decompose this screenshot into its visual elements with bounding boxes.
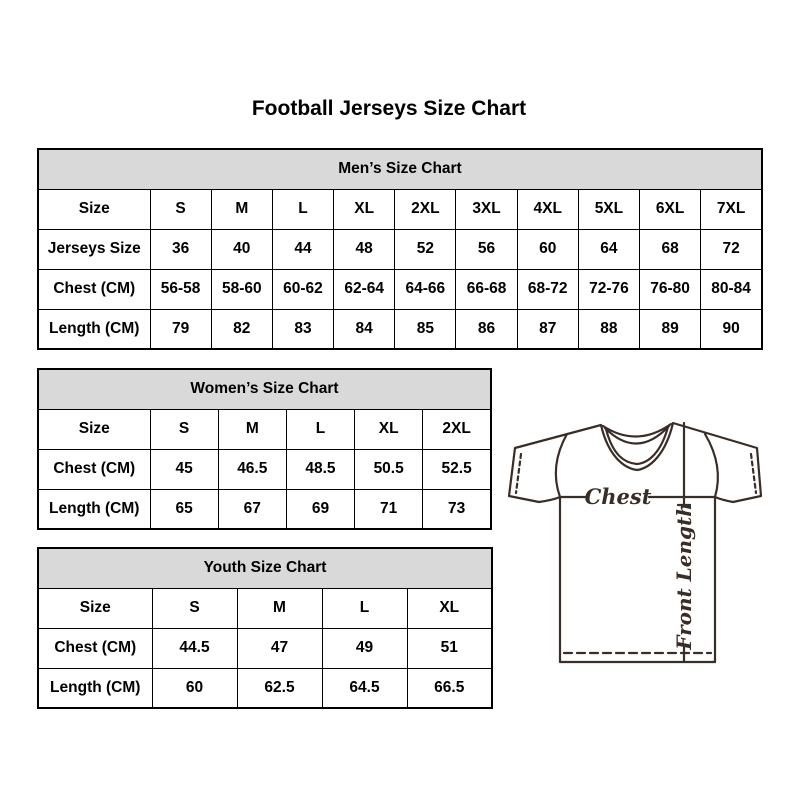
table-cell: 83 bbox=[272, 309, 333, 349]
row-label: Size bbox=[38, 409, 150, 449]
table-row bbox=[38, 628, 492, 668]
table-cell: 47 bbox=[237, 628, 322, 668]
youth-size-table bbox=[37, 547, 493, 709]
table-cell: L bbox=[272, 189, 333, 229]
table-cell: 60 bbox=[517, 229, 578, 269]
table-cell: XL bbox=[355, 409, 423, 449]
table-cell: 67 bbox=[218, 489, 286, 529]
table-cell: 73 bbox=[423, 489, 491, 529]
table-cell: 68 bbox=[640, 229, 701, 269]
table-cell: 65 bbox=[150, 489, 218, 529]
table-cell: 50.5 bbox=[355, 449, 423, 489]
table-cell: 84 bbox=[334, 309, 395, 349]
table-cell: 46.5 bbox=[218, 449, 286, 489]
table-cell: S bbox=[150, 409, 218, 449]
table-row bbox=[38, 189, 762, 229]
chest-label: Chest bbox=[584, 484, 652, 509]
table-cell: XL bbox=[334, 189, 395, 229]
table-cell: 86 bbox=[456, 309, 517, 349]
table-cell: 5XL bbox=[578, 189, 639, 229]
table-cell: 2XL bbox=[395, 189, 456, 229]
table-cell: 49 bbox=[322, 628, 407, 668]
table-cell: 71 bbox=[355, 489, 423, 529]
table-cell: 64-66 bbox=[395, 269, 456, 309]
table-cell: 44 bbox=[272, 229, 333, 269]
collar-back-arc-2 bbox=[605, 426, 669, 444]
mens-table-title: Men’s Size Chart bbox=[38, 149, 762, 189]
table-cell: 68-72 bbox=[517, 269, 578, 309]
front-length-label: Front Length bbox=[672, 502, 696, 650]
table-row bbox=[38, 229, 762, 269]
table-cell: 66-68 bbox=[456, 269, 517, 309]
table-cell: S bbox=[152, 588, 237, 628]
table-cell: 62.5 bbox=[237, 668, 322, 708]
table-cell: 48 bbox=[334, 229, 395, 269]
mens-size-table bbox=[37, 148, 763, 350]
table-cell: 60 bbox=[152, 668, 237, 708]
page-title: Football Jerseys Size Chart bbox=[251, 97, 527, 120]
sleeve-seam-left bbox=[556, 434, 567, 497]
table-cell: 48.5 bbox=[286, 449, 354, 489]
table-cell: 56 bbox=[456, 229, 517, 269]
table-cell: 72 bbox=[701, 229, 762, 269]
table-cell: 85 bbox=[395, 309, 456, 349]
womens-table-title: Women’s Size Chart bbox=[38, 369, 491, 409]
jersey-diagram bbox=[503, 406, 769, 668]
table-row bbox=[38, 668, 492, 708]
table-cell: 64 bbox=[578, 229, 639, 269]
womens-size-table bbox=[37, 368, 492, 530]
table-row bbox=[38, 269, 762, 309]
table-cell: 89 bbox=[640, 309, 701, 349]
table-cell: 87 bbox=[517, 309, 578, 349]
table-row bbox=[38, 449, 491, 489]
sleeve-seam-right bbox=[705, 434, 718, 497]
row-label: Jerseys Size bbox=[38, 229, 150, 269]
table-cell: 44.5 bbox=[152, 628, 237, 668]
table-cell: M bbox=[237, 588, 322, 628]
table-cell: 76-80 bbox=[640, 269, 701, 309]
table-cell: 7XL bbox=[701, 189, 762, 229]
table-cell: 82 bbox=[211, 309, 272, 349]
table-cell: 52.5 bbox=[423, 449, 491, 489]
table-cell: 60-62 bbox=[272, 269, 333, 309]
table-cell: 51 bbox=[407, 628, 492, 668]
table-cell: 79 bbox=[150, 309, 211, 349]
table-cell: 64.5 bbox=[322, 668, 407, 708]
row-label: Length (CM) bbox=[38, 309, 150, 349]
table-cell: 58-60 bbox=[211, 269, 272, 309]
table-row bbox=[38, 588, 492, 628]
table-cell: 72-76 bbox=[578, 269, 639, 309]
table-cell: M bbox=[218, 409, 286, 449]
table-cell: L bbox=[286, 409, 354, 449]
row-label: Length (CM) bbox=[38, 489, 150, 529]
table-header-row bbox=[38, 548, 492, 588]
table-cell: 88 bbox=[578, 309, 639, 349]
table-row bbox=[38, 409, 491, 449]
table-cell: 56-58 bbox=[150, 269, 211, 309]
row-label: Size bbox=[38, 189, 150, 229]
table-row bbox=[38, 309, 762, 349]
table-cell: M bbox=[211, 189, 272, 229]
table-cell: 45 bbox=[150, 449, 218, 489]
table-cell: 2XL bbox=[423, 409, 491, 449]
table-cell: 90 bbox=[701, 309, 762, 349]
row-label: Size bbox=[38, 588, 152, 628]
table-cell: 40 bbox=[211, 229, 272, 269]
table-cell: 52 bbox=[395, 229, 456, 269]
table-header-row bbox=[38, 149, 762, 189]
cuff-dashed-line-left bbox=[516, 454, 521, 493]
table-row bbox=[38, 489, 491, 529]
table-cell: 36 bbox=[150, 229, 211, 269]
row-label: Chest (CM) bbox=[38, 449, 150, 489]
table-cell: 66.5 bbox=[407, 668, 492, 708]
row-label: Length (CM) bbox=[38, 668, 152, 708]
table-cell: S bbox=[150, 189, 211, 229]
youth-table-title: Youth Size Chart bbox=[38, 548, 492, 588]
table-cell: 6XL bbox=[640, 189, 701, 229]
table-cell: 69 bbox=[286, 489, 354, 529]
table-cell: 62-64 bbox=[334, 269, 395, 309]
row-label: Chest (CM) bbox=[38, 628, 152, 668]
cuff-dashed-line-right bbox=[751, 454, 756, 493]
table-cell: 3XL bbox=[456, 189, 517, 229]
jersey-outline bbox=[509, 423, 761, 662]
table-cell: L bbox=[322, 588, 407, 628]
table-cell: 4XL bbox=[517, 189, 578, 229]
table-header-row bbox=[38, 369, 491, 409]
row-label: Chest (CM) bbox=[38, 269, 150, 309]
table-cell: 80-84 bbox=[701, 269, 762, 309]
table-cell: XL bbox=[407, 588, 492, 628]
